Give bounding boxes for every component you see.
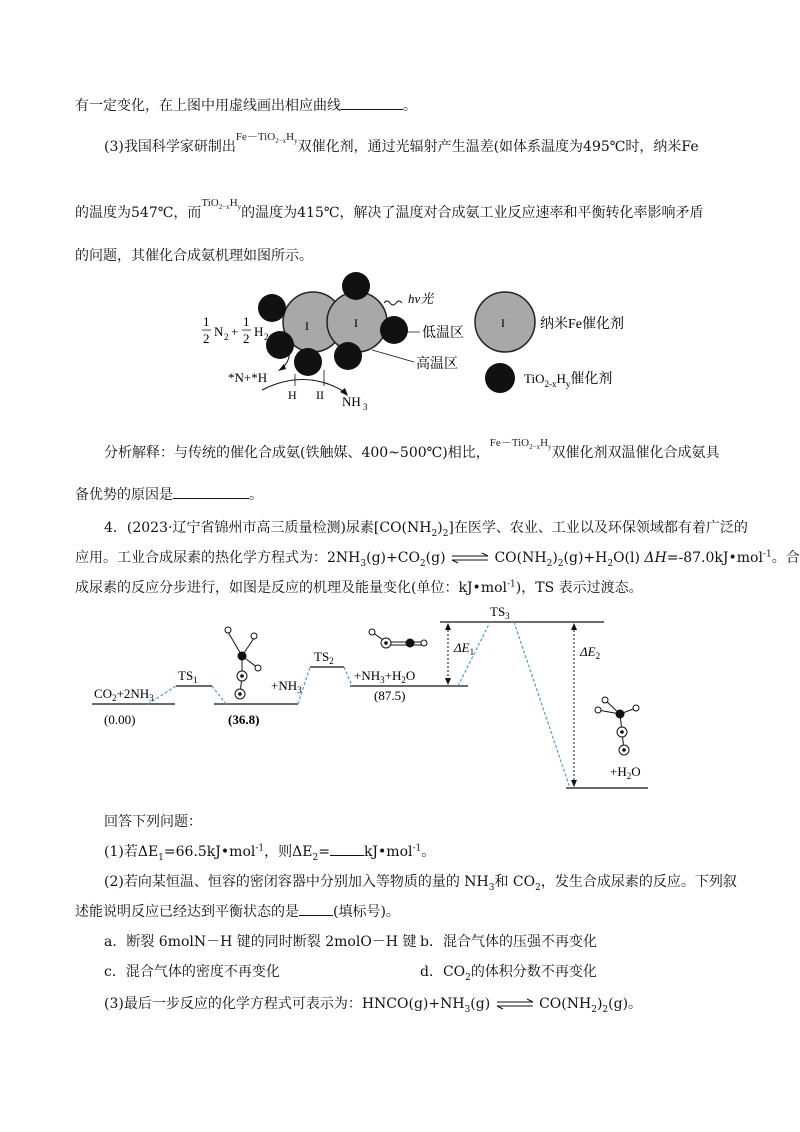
H-label: H: [288, 388, 297, 402]
svg-text:2: 2: [243, 331, 250, 346]
molecule-hnco: [369, 629, 427, 648]
legend-ti-label: $TiO_{2-x}H_y$催化剂: [524, 371, 613, 389]
value-36-8: (36.8): [228, 712, 260, 727]
ts3-label: $TS_3$: [490, 604, 510, 621]
start-label: $CO_2+2NH_3$: [94, 686, 154, 703]
hv-label: hν光: [408, 291, 434, 306]
svg-text:1: 1: [203, 314, 210, 329]
svg-text:2: 2: [203, 331, 210, 346]
answer-blank: [341, 109, 403, 110]
ts1-label: $TS_1$: [178, 668, 198, 685]
option-a: a．断裂 6molN－H 键的同时断裂 2molO－H 键: [104, 934, 417, 950]
question-4-line-1: 4．(2023·辽宁省锦州市高三质量检测)尿素$[CO(NH_2)_2]$在医学、农业、工业以及环保领域都有着广泛的: [104, 520, 748, 539]
reactant-h2: H: [254, 324, 264, 339]
ti-sphere: [334, 342, 362, 370]
nh3-h2o-label: $+NH_3+H_2O$: [354, 668, 416, 685]
molecule-urea: [595, 697, 639, 755]
paragraph-line-6: 备优势的原因是 。: [75, 487, 263, 503]
svg-text:1: 1: [243, 314, 250, 329]
equilibrium-arrow: [495, 998, 535, 1010]
answer-blank: [330, 855, 364, 856]
legend-fe-sphere: [475, 292, 535, 352]
energy-profile-figure: [0, 600, 800, 800]
ts2-label: $TS_2$: [314, 649, 334, 666]
paragraph-line-5: 分析解释：与传统的催化合成氨(铁触媒、400~500℃)相比，$Fe-TiO_{2-x}H_y$双催化剂双温催化合成氨具: [104, 443, 720, 463]
answer-title: 回答下列问题：: [104, 814, 202, 830]
light-wave: [384, 301, 402, 305]
answer-blank: [173, 498, 249, 499]
low-temp-label: 低温区: [422, 326, 464, 341]
paragraph-line-4: 的问题，其催化合成氨机理如图所示。: [75, 248, 313, 264]
product-nh3: NH: [342, 394, 361, 409]
paragraph-line-2: (3)我国科学家研制出$Fe-TiO_{2-x}H_y$双催化剂，通过光辐射产生温差(如体系温度为495℃时，纳米Fe: [104, 137, 699, 157]
label-I-right: I: [354, 316, 358, 330]
question-2-line-1: (2)若向某恒温、恒容的密闭容器中分别加入等物质的量的 $NH_3$和 $CO_2$，发生合成尿素的反应。下列叙: [104, 874, 737, 893]
ti-sphere: [258, 294, 286, 322]
ti-sphere: [380, 316, 408, 344]
option-c: c．混合气体的密度不再变化: [104, 964, 280, 980]
nh3-label: $+NH_3$: [271, 678, 302, 695]
svg-text:I: I: [501, 316, 505, 330]
delta-e2-label: $\Delta E_2$: [580, 644, 601, 661]
svg-text:3: 3: [363, 402, 368, 412]
II-label: II: [316, 388, 324, 402]
option-b: b．混合气体的压强不再变化: [420, 934, 597, 950]
question-2-line-2: 述能说明反应已经达到平衡状态的是 (填标号)。: [75, 904, 400, 920]
mechanism-figure: [0, 270, 800, 420]
catalyst-formula: $Fe-TiO_{2-x}H_y$: [235, 131, 298, 146]
paragraph-line-3: 的温度为547℃，而$TiO_{2-x}H_y$的温度为415℃，解决了温度对合成氨工业反应速率和平衡转化率影响矛盾: [75, 203, 704, 223]
question-1: (1)若$\Delta E_1=66.5kJ•mol^{-1}$，则$\Delta E_2=$ kJ•mol$^{-1}$。: [104, 843, 436, 863]
high-temp-label: 高温区: [416, 357, 458, 372]
h2o-label: $+H_2O$: [610, 764, 641, 781]
molecule-ts1: [225, 627, 261, 699]
legend-fe-label: 纳米Fe催化剂: [540, 317, 624, 332]
equilibrium-arrow: [450, 552, 490, 564]
start-value: (0.00): [104, 712, 136, 727]
reactant-n2: N: [214, 324, 224, 339]
value-87-5: (87.5): [374, 688, 406, 703]
svg-text:2: 2: [224, 332, 229, 342]
intermediate-label: *N+*H: [228, 370, 268, 385]
catalyst-formula: $Fe-TiO_{2-x}H_y$: [489, 437, 552, 452]
question-4-line-2: 应用。工业合成尿素的热化学方程式为：$2NH_3(g)+CO_2(g)$ $CO(NH_2)_2(g)+H_2O(l)$ ΔH=-87.0kJ•mol$^{-1}$。合: [75, 549, 800, 569]
question-4-line-3: 成尿素的反应分步进行，如图是反应的机理及能量变化(单位：kJ•mol$^{-1}$)，TS 表示过渡态。: [75, 579, 643, 596]
label-I-left: I: [305, 319, 309, 333]
ti-sphere: [294, 348, 322, 376]
delta-e1-label: $\Delta E_1$: [454, 640, 475, 657]
svg-text:+: +: [231, 324, 239, 339]
option-d: d．$CO_2$的体积分数不再变化: [420, 964, 597, 983]
legend-ti-sphere: [485, 363, 515, 393]
catalyst-formula: $TiO_{2-x}H_y$: [201, 197, 242, 212]
svg-text:2: 2: [264, 332, 269, 342]
ti-sphere: [342, 272, 370, 300]
answer-blank: [299, 915, 333, 916]
question-3: (3)最后一步反应的化学方程式可表示为：$HNCO(g)+NH_3(g)$ $CO(NH_2)_2(g)$。: [104, 996, 643, 1015]
paragraph-line-1: 有一定变化，在上图中用虚线画出相应曲线 。: [75, 98, 417, 114]
